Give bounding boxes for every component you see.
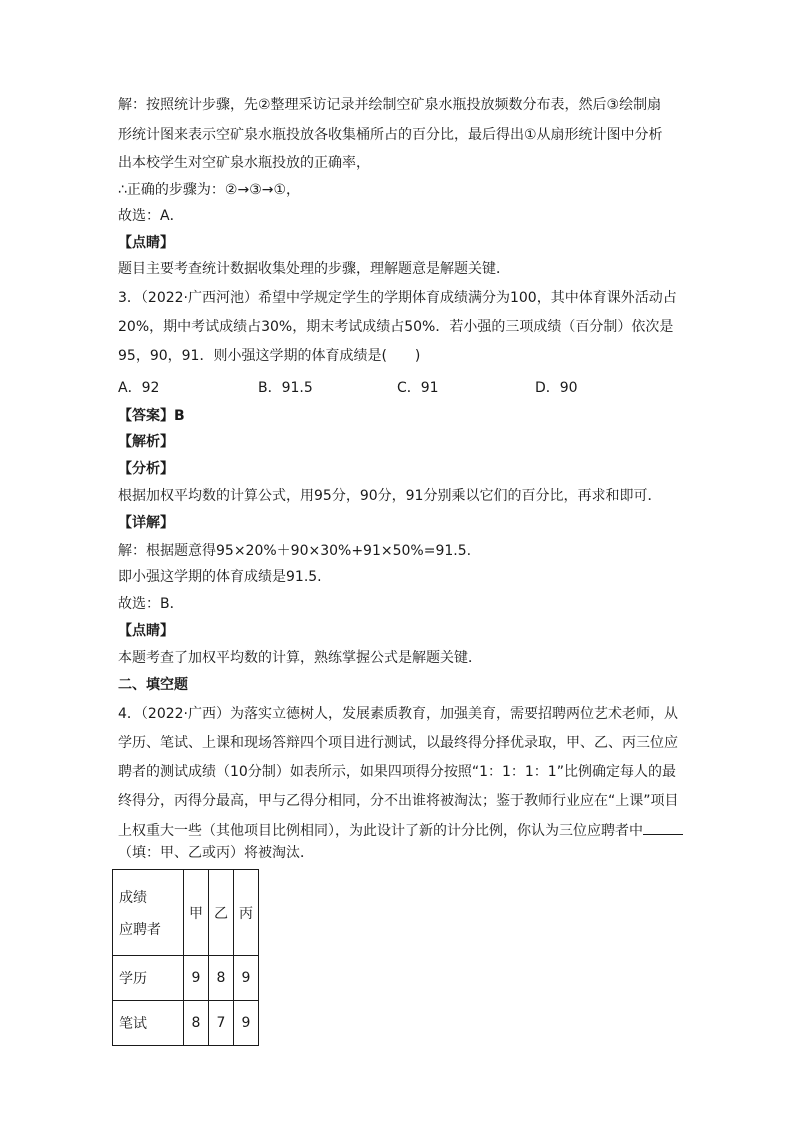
analysis-text: 根据加权平均数的计算公式，用95分，90分，91分别乘以它们的百分比，再求和即可． — [118, 488, 662, 504]
table-corner-cell — [113, 870, 184, 956]
option-c: C．91 — [397, 380, 439, 396]
solution-text: 解：根据题意得95×20%＋90×30%+91×50%=91.5. — [118, 543, 472, 559]
table-header-row — [113, 870, 259, 956]
option-b: B．91.5 — [258, 380, 313, 396]
comment-text: 题目主要考查统计数据收集处理的步骤，理解题意是解题关键． — [118, 261, 510, 277]
section-label: 【详解】 — [118, 515, 174, 531]
section-label: 【解析】 — [118, 434, 174, 450]
table-cell: 7 — [209, 1001, 234, 1046]
table-cell: 9 — [234, 956, 259, 1001]
table-header-cell: 丙 — [234, 870, 259, 956]
option-d: D．90 — [535, 380, 578, 396]
table-cell: 8 — [184, 1001, 209, 1046]
solution-text: 故选：A． — [118, 208, 184, 224]
table-row — [113, 956, 259, 1001]
solution-text: ∴正确的步骤为：②→③→①， — [118, 182, 301, 198]
table-cell: 8 — [209, 956, 234, 1001]
answer-blank — [643, 820, 683, 835]
solution-text: 形统计图来表示空矿泉水瓶投放各收集桶所占的百分比，最后得出①从扇形统计图中分析 — [118, 127, 663, 143]
option-a: A．92 — [118, 380, 160, 396]
table-row-label: 笔试 — [113, 1001, 184, 1046]
question-text: （填：甲、乙或丙）将被淘汰． — [118, 845, 314, 861]
question-text: 95，90，91．则小强这学期的体育成绩是( ) — [118, 348, 421, 364]
comment-text: 本题考查了加权平均数的计算，熟练掌握公式是解题关键． — [118, 650, 482, 666]
table-header-cell: 甲 — [184, 870, 209, 956]
section-label: 【分析】 — [118, 461, 174, 477]
section-label: 【点睛】 — [118, 235, 174, 251]
table-header-cell: 乙 — [209, 870, 234, 956]
answer-label: 【答案】B — [118, 408, 185, 424]
question-text: 3．（2022·广西河池）希望中学规定学生的学期体育成绩满分为100，其中体育课外活动占 — [118, 290, 677, 306]
header-applicant-label: 应聘者 — [119, 921, 161, 938]
question-text: 终得分，丙得分最高，甲与乙得分相同，分不出谁将被淘汰；鉴于教师行业应在“上课”项目 — [118, 793, 679, 809]
table-cell: 9 — [234, 1001, 259, 1046]
question-text: 20%，期中考试成绩占30%，期末考试成绩占50%．若小强的三项成绩（百分制）依次是 — [118, 319, 674, 335]
solution-text: 解：按照统计步骤，先②整理采访记录并绘制空矿泉水瓶投放频数分布表，然后③绘制扇 — [118, 97, 662, 113]
section-heading: 二、填空题 — [118, 677, 188, 693]
question-text: 聘者的测试成绩（10分制）如表所示，如果四项得分按照“1：1：1：1”比例确定每人的最 — [118, 764, 676, 780]
question-text: 学历、笔试、上课和现场答辩四个项目进行测试，以最终得分择优录取，甲、乙、丙三位应 — [118, 735, 678, 751]
header-score-label: 成绩 — [119, 889, 147, 906]
question-text: 上权重大一些（其他项目比例相同），为此设计了新的计分比例，你认为三位应聘者中 — [118, 820, 683, 841]
table-cell: 9 — [184, 956, 209, 1001]
score-table — [112, 869, 259, 1046]
section-label: 【点睛】 — [118, 623, 174, 639]
solution-text: 出本校学生对空矿泉水瓶投放的正确率， — [118, 155, 370, 171]
question-text: 4．（2022·广西）为落实立德树人，发展素质教育，加强美育，需要招聘两位艺术老师，从 — [118, 706, 678, 722]
solution-text: 即小强这学期的体育成绩是91.5. — [118, 569, 322, 585]
solution-text: 故选：B． — [118, 596, 184, 612]
table-row — [113, 1001, 259, 1046]
table-row-label: 学历 — [113, 956, 184, 1001]
